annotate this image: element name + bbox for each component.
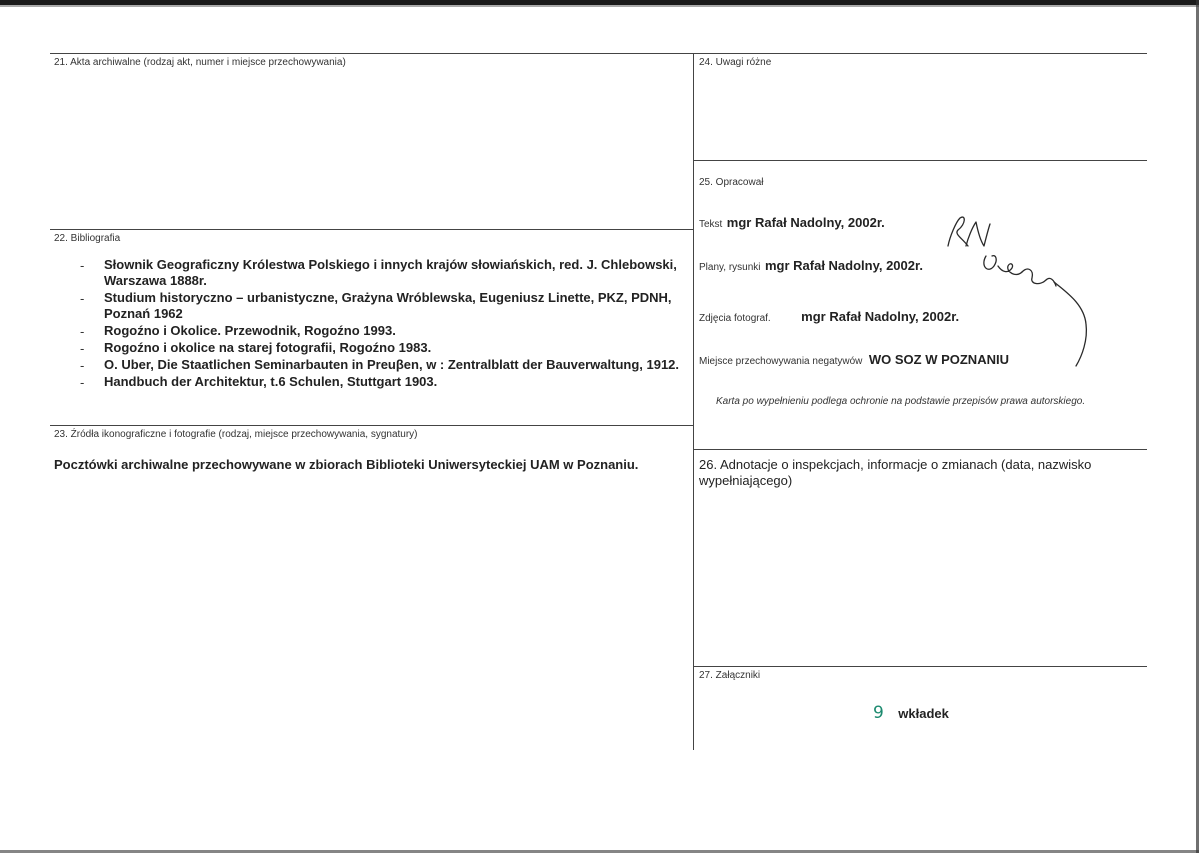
bibliography-item: - Rogoźno i Okolice. Przewodnik, Rogoźno 1993. bbox=[80, 323, 685, 339]
attachments-unit: wkładek bbox=[898, 706, 949, 721]
attachments-count bbox=[873, 703, 949, 723]
handwritten-signature bbox=[936, 208, 1096, 368]
rule-25-top bbox=[693, 160, 1147, 161]
author-plans-row bbox=[699, 257, 923, 275]
rule-center bbox=[693, 53, 694, 750]
author-photos-label: Zdjęcia fotograf. bbox=[699, 313, 771, 324]
bibliography-item: - Studium historyczno – urbanistyczne, Grażyna Wróblewska, Eugeniusz Linette, PKZ, PDNH, Poznań 1962 bbox=[80, 290, 685, 322]
rule-23-top bbox=[50, 425, 693, 426]
author-text-value: mgr Rafał Nadolny, 2002r. bbox=[726, 215, 885, 230]
section-25-label: 25. Opracował bbox=[699, 177, 764, 188]
author-text-row bbox=[699, 214, 885, 232]
scan-edge-top-shadow bbox=[0, 5, 1199, 7]
author-plans-value: mgr Rafał Nadolny, 2002r. bbox=[764, 258, 923, 273]
bibliography-list bbox=[80, 257, 685, 391]
section-27-label: 27. Załączniki bbox=[699, 670, 761, 681]
rule-top bbox=[50, 53, 1147, 54]
section-21-label: 21. Akta archiwalne (rodzaj akt, numer i miejsce przechowywania) bbox=[54, 57, 346, 68]
attachments-number: 9 bbox=[873, 703, 884, 723]
section-26-label: 26. Adnotacje o inspekcjach, informacje o zmianach (data, nazwisko wypełniającego) bbox=[699, 457, 1092, 488]
author-plans-label: Plany, rysunki bbox=[699, 262, 761, 273]
bibliography-item: - Słownik Geograficzny Królestwa Polskiego i innych krajów słowiańskich, red. J. Chlebowski, Warszawa 1888r. bbox=[80, 257, 685, 289]
rule-22-top bbox=[50, 229, 693, 230]
negatives-label: Miejsce przechowywania negatywów bbox=[699, 356, 863, 367]
bibliography-item: - Handbuch der Architektur, t.6 Schulen, Stuttgart 1903. bbox=[80, 374, 685, 390]
author-photos-row bbox=[699, 308, 959, 326]
bibliography-item: - O. Uber, Die Staatlichen Seminarbauten in Preuβen, w : Zentralblatt der Bauverwaltung, 1912. bbox=[80, 357, 685, 373]
rule-26-top bbox=[693, 449, 1147, 450]
section-23-label: 23. Źródła ikonograficzne i fotografie (rodzaj, miejsce przechowywania, sygnatury) bbox=[54, 429, 418, 440]
author-photos-value: mgr Rafał Nadolny, 2002r. bbox=[801, 309, 960, 324]
section-22-label: 22. Bibliografia bbox=[54, 233, 121, 244]
iconography-text: Pocztówki archiwalne przechowywane w zbiorach Biblioteki Uniwersyteckiej UAM w Poznaniu. bbox=[54, 457, 639, 472]
rule-27-top bbox=[693, 666, 1147, 667]
copyright-note: Karta po wypełnieniu podlega ochronie na podstawie przepisów prawa autorskiego. bbox=[716, 396, 1086, 407]
negatives-value: WO SOZ W POZNANIU bbox=[868, 352, 1009, 367]
bibliography-item: - Rogoźno i okolice na starej fotografii, Rogoźno 1983. bbox=[80, 340, 685, 356]
author-text-label: Tekst bbox=[699, 219, 723, 230]
section-24-label: 24. Uwagi różne bbox=[699, 57, 772, 68]
